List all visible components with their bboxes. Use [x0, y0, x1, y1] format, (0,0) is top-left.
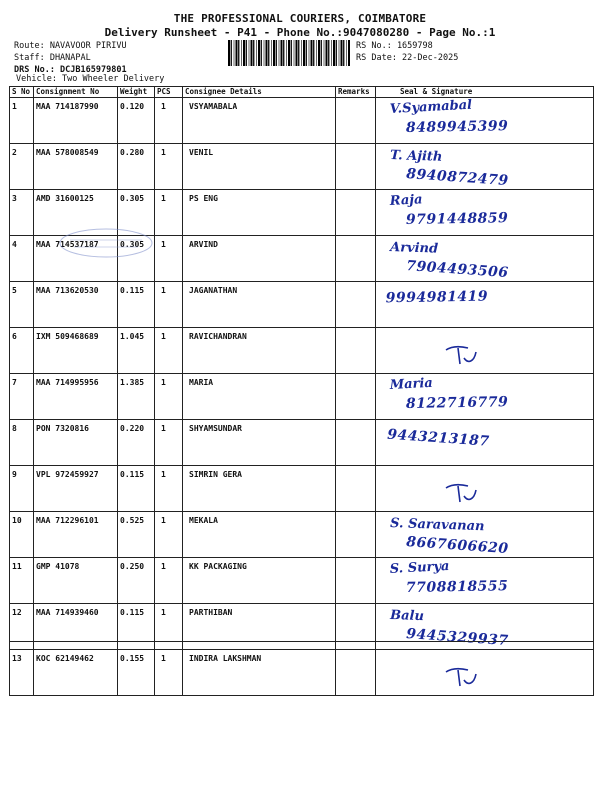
signature-name: T. Ajith [389, 148, 443, 165]
handwritten-signature [376, 420, 596, 462]
runsheet-title: Delivery Runsheet - P41 - Phone No.:9047080280 - Page No.:1 [104, 26, 496, 39]
handwritten-signature [376, 374, 596, 416]
row-sno-cell: 12 [10, 604, 34, 650]
table-row [10, 512, 594, 558]
row-weight-cell: 0.115 [118, 604, 155, 650]
row-weight-cell: 0.115 [118, 282, 155, 328]
row-consignment-cell: AMD 31600125 [34, 190, 118, 236]
row-signature-cell [376, 374, 594, 420]
row-consignee-cell: VENIL [183, 144, 336, 190]
row-weight-cell: 0.525 [118, 512, 155, 558]
vehicle-text: Vehicle: Two Wheeler Delivery [16, 74, 165, 84]
table-row [10, 466, 594, 512]
row-consignee-cell: MEKALA [183, 512, 336, 558]
signature-name: S. Surya [389, 558, 450, 577]
signature-phone: 8489945399 [405, 118, 509, 136]
row-weight-cell: 0.220 [118, 420, 155, 466]
row-consignment-cell: MAA 714939460 [34, 604, 118, 650]
row-signature-cell [376, 144, 594, 190]
row-sno-cell: 5 [10, 282, 34, 328]
row-signature-cell [376, 328, 594, 374]
row-remarks-cell [336, 282, 376, 328]
table-row [10, 98, 594, 144]
row-pcs-cell: 1 [155, 604, 183, 650]
row-signature-cell [376, 236, 594, 282]
col-weight-header: Weight [118, 87, 155, 98]
signature-name: Raja [389, 192, 423, 209]
runsheet-meta-left [14, 40, 127, 76]
initials-mark [446, 347, 476, 364]
row-sno-cell: 7 [10, 374, 34, 420]
row-weight-cell: 1.045 [118, 328, 155, 374]
row-consignment-cell: MAA 714995956 [34, 374, 118, 420]
row-signature-cell [376, 604, 594, 650]
row-consignee-cell: MARIA [183, 374, 336, 420]
row-signature-cell [376, 558, 594, 604]
row-weight-cell: 0.155 [118, 650, 155, 696]
row-weight-cell: 0.305 [118, 190, 155, 236]
row-signature-cell [376, 466, 594, 512]
faded-stamp-mark [56, 226, 156, 260]
table-row [10, 374, 594, 420]
row-pcs-cell: 1 [155, 558, 183, 604]
signature-phone: 9443213187 [386, 426, 491, 450]
signature-name: Arvind [389, 240, 439, 257]
row-sno-cell: 9 [10, 466, 34, 512]
handwritten-signature [376, 144, 596, 190]
barcode-image [228, 40, 352, 66]
initials-mark [446, 485, 476, 502]
row-signature-cell [376, 98, 594, 144]
table-header-row [10, 87, 594, 98]
table-row [10, 604, 594, 650]
row-weight-cell: 0.280 [118, 144, 155, 190]
row-sno-cell: 10 [10, 512, 34, 558]
signature-phone: 7904493506 [405, 258, 510, 282]
row-consignee-cell: SHYAMSUNDAR [183, 420, 336, 466]
col-pcs-header: PCS [155, 87, 183, 98]
table-row [10, 282, 594, 328]
row-consignee-cell: PS ENG [183, 190, 336, 236]
handwritten-signature [376, 512, 596, 558]
row-sno-cell: 6 [10, 328, 34, 374]
row-weight-cell: 0.115 [118, 466, 155, 512]
row-weight-cell: 1.385 [118, 374, 155, 420]
row-remarks-cell [336, 558, 376, 604]
handwritten-signature [376, 98, 596, 140]
row-signature-cell [376, 512, 594, 558]
drs-text: DRS No.: DCJB165979801 [14, 65, 127, 75]
row-sno-cell: 4 [10, 236, 34, 282]
row-remarks-cell [336, 190, 376, 236]
row-consignment-cell: MAA 713620530 [34, 282, 118, 328]
row-pcs-cell: 1 [155, 144, 183, 190]
runsheet-meta-right [356, 40, 458, 64]
row-weight-cell: 0.305 [118, 236, 155, 282]
row-sno-cell: 1 [10, 98, 34, 144]
row-consignee-cell: KK PACKAGING [183, 558, 336, 604]
signature-name: V.Syamabal [389, 97, 473, 117]
row-pcs-cell: 1 [155, 328, 183, 374]
handwritten-signature [376, 282, 596, 324]
row-signature-cell [376, 282, 594, 328]
row-consignee-cell: SIMRIN GERA [183, 466, 336, 512]
handwritten-signature [376, 650, 596, 692]
row-remarks-cell [336, 236, 376, 282]
row-consignment-cell: IXM 509468689 [34, 328, 118, 374]
col-seal-header: Seal & Signature [376, 87, 594, 98]
col-remarks-header: Remarks [336, 87, 376, 98]
row-consignee-cell: PARTHIBAN [183, 604, 336, 650]
route-text: Route: NAVAVOOR PIRIVU [14, 41, 127, 51]
row-consignee-cell: ARVIND [183, 236, 336, 282]
row-remarks-cell [336, 328, 376, 374]
table-bottom-line [9, 641, 593, 642]
row-pcs-cell: 1 [155, 236, 183, 282]
rs-no-text: RS No.: 1659798 [356, 41, 433, 51]
row-consignee-cell: RAVICHANDRAN [183, 328, 336, 374]
table-row [10, 558, 594, 604]
handwritten-signature [376, 236, 596, 282]
signature-name: Maria [389, 375, 434, 393]
row-consignment-cell: MAA 712296101 [34, 512, 118, 558]
row-weight-cell: 0.120 [118, 98, 155, 144]
staff-text: Staff: DHANAPAL [14, 53, 91, 63]
row-consignee-cell: INDIRA LAKSHMAN [183, 650, 336, 696]
row-signature-cell [376, 420, 594, 466]
row-consignment-cell: MAA 578008549 [34, 144, 118, 190]
row-weight-cell: 0.250 [118, 558, 155, 604]
handwritten-signature [376, 604, 596, 650]
signature-phone: 9994981419 [385, 288, 489, 307]
row-sno-cell: 2 [10, 144, 34, 190]
signature-phone: 9791448859 [405, 210, 509, 228]
row-sno-cell: 8 [10, 420, 34, 466]
company-title: THE PROFESSIONAL COURIERS, COIMBATORE [173, 12, 427, 25]
row-signature-cell [376, 190, 594, 236]
handwritten-signature [376, 466, 596, 508]
row-pcs-cell: 1 [155, 512, 183, 558]
row-remarks-cell [336, 650, 376, 696]
row-remarks-cell [336, 420, 376, 466]
handwritten-signature [376, 558, 596, 600]
handwritten-signature [376, 190, 596, 232]
row-consignment-cell: MAA 714187990 [34, 98, 118, 144]
runsheet-table [9, 86, 594, 696]
row-remarks-cell [336, 466, 376, 512]
row-pcs-cell: 1 [155, 650, 183, 696]
row-pcs-cell: 1 [155, 190, 183, 236]
signature-name: Balu [389, 608, 425, 625]
table-row [10, 650, 594, 696]
row-remarks-cell [336, 604, 376, 650]
handwritten-signature [376, 328, 596, 370]
signature-phone: 7708818555 [405, 578, 509, 596]
col-sno-header: S No [10, 87, 34, 98]
row-pcs-cell: 1 [155, 282, 183, 328]
table-row [10, 144, 594, 190]
table-row [10, 328, 594, 374]
signature-phone: 8122716779 [405, 394, 509, 412]
row-signature-cell [376, 650, 594, 696]
row-pcs-cell: 1 [155, 98, 183, 144]
signature-phone: 8940872479 [405, 166, 510, 190]
row-consignment-cell: GMP 41078 [34, 558, 118, 604]
row-pcs-cell: 1 [155, 466, 183, 512]
col-consignee-header: Consignee Details [183, 87, 336, 98]
row-sno-cell: 11 [10, 558, 34, 604]
row-remarks-cell [336, 98, 376, 144]
row-pcs-cell: 1 [155, 420, 183, 466]
signature-name: S. Saravanan [389, 516, 485, 535]
row-consignment-cell: PON 7320816 [34, 420, 118, 466]
row-remarks-cell [336, 374, 376, 420]
signature-phone: 9445329937 [405, 626, 510, 650]
row-consignee-cell: JAGANATHAN [183, 282, 336, 328]
table-row [10, 420, 594, 466]
row-consignment-cell: VPL 972459927 [34, 466, 118, 512]
row-remarks-cell [336, 512, 376, 558]
row-remarks-cell [336, 144, 376, 190]
row-consignment-cell: MAA 714537187 [34, 236, 118, 282]
row-sno-cell: 3 [10, 190, 34, 236]
signature-phone: 8667606620 [405, 534, 510, 558]
row-pcs-cell: 1 [155, 374, 183, 420]
row-consignee-cell: VSYAMABALA [183, 98, 336, 144]
col-consignment-header: Consignment No [34, 87, 118, 98]
rs-date-text: RS Date: 22-Dec-2025 [356, 53, 459, 63]
initials-mark [446, 669, 476, 686]
row-consignment-cell: KOC 62149462 [34, 650, 118, 696]
row-sno-cell: 13 [10, 650, 34, 696]
